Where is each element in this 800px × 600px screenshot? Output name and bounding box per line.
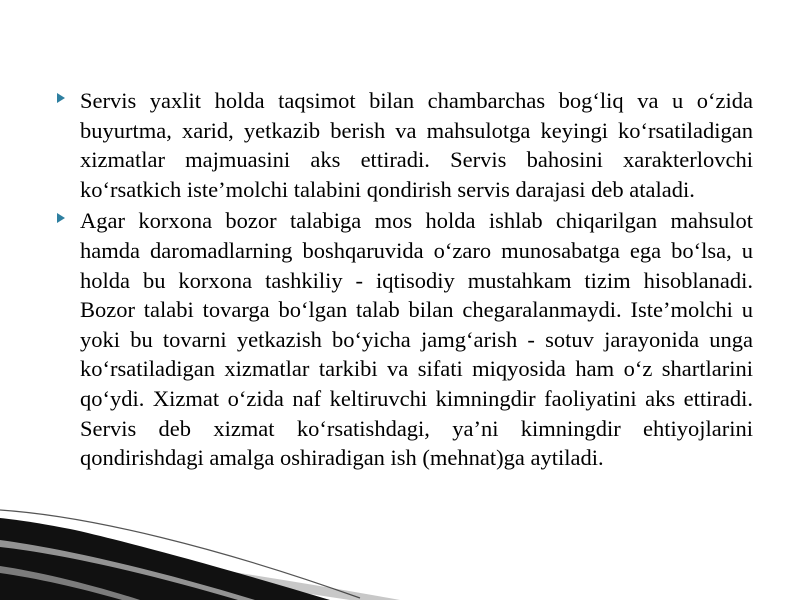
swoosh-gray-band xyxy=(0,548,400,600)
bullet-triangle-icon xyxy=(57,93,65,103)
swoosh-edge-line xyxy=(0,510,360,598)
swoosh-dark-wedge xyxy=(0,518,330,600)
slide-body xyxy=(57,86,753,475)
swoosh-light-stripe xyxy=(0,540,255,600)
bullet-triangle-icon xyxy=(57,213,65,223)
bullet-text: Agar korxona bozor talabiga mos holda ishlab chiqarilgan mahsulot hamda daromadlarning boshqaruvida o‘zaro munosabatga ega bo‘lsa, u holda bu korxona tashkiliy - iqtisodiy mustahkam tizim hisoblanadi. Bozor talabi tovarga bo‘lgan talab bilan chegaralanmaydi. Iste’molchi u yoki bu tovarni yetkazish bo‘yicha jamg‘arish - sotuv jarayonida unga ko‘rsatiladigan xizmatlar tarkibi va sifati miqyosida ham o‘z shartlarini qo‘ydi. Xizmat o‘zida naf keltiruvchi kimningdir faoliyatini aks ettiradi. Servis deb xizmat ko‘rsatishdagi, ya’ni kimningdir ehtiyojlarini qondirishdagi amalga oshiradigan ish (mehnat)ga aytiladi. xyxy=(80,208,753,471)
swoosh-light-stripe xyxy=(0,566,140,600)
bullet-text: Servis yaxlit holda taqsimot bilan chambarchas bog‘liq va u o‘zida buyurtma, xarid, yetkazib berish va mahsulotga keyingi ko‘rsatiladigan xizmatlar majmuasini aks ettiradi. Servis bahosini xarakterlovchi ko‘rsatkich iste’molchi talabini qondirish servis darajasi deb ataladi. xyxy=(80,88,753,202)
bullet-item xyxy=(57,86,753,204)
bullet-item xyxy=(57,206,753,472)
